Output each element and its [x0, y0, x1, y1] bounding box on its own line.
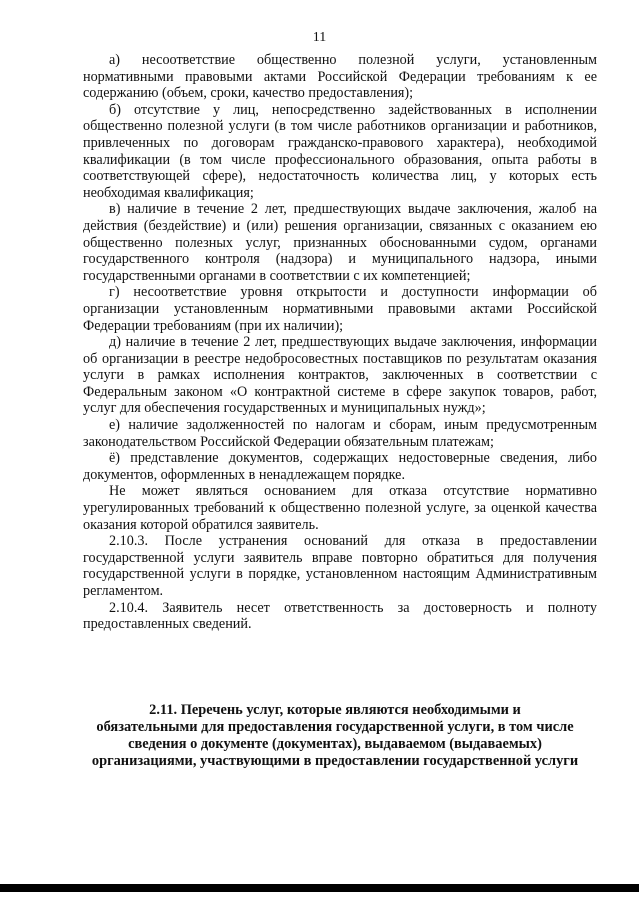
heading-line: 2.11. Перечень услуг, которые являются необходимыми и — [149, 702, 521, 718]
paragraph-g: г) несоответствие уровня открытости и доступности информации об организации установленным нормативными правовыми актами Российской Федерации требованиям (при их наличии); — [83, 284, 597, 334]
paragraph-yo: ё) представление документов, содержащих недостоверные сведения, либо документов, оформленных в ненадлежащем порядке. — [83, 450, 597, 483]
paragraph-e: е) наличие задолженностей по налогам и сборам, иным предусмотренным законодательством Российской Федерации обязательным платежам; — [83, 417, 597, 450]
heading-line: обязательными для предоставления государственной услуги, в том числе — [96, 719, 574, 735]
heading-line: сведения о документе (документах), выдаваемом (выдаваемых) — [128, 736, 542, 752]
section-heading — [60, 702, 610, 770]
scan-edge-bar — [0, 884, 639, 892]
paragraph-v: в) наличие в течение 2 лет, предшествующих выдаче заключения, жалоб на действия (бездействие) и (или) решения организации, связанных с оказанием ею общественно полезных услуг, признанных обоснованными судом, органами государственного контроля (надзора) и муниципального надзора, иными государственными органами в соответствии с их компетенцией; — [83, 201, 597, 284]
page-number: 11 — [312, 30, 327, 45]
paragraph-d: д) наличие в течение 2 лет, предшествующих выдаче заключения, информации об организации в реестре недобросовестных поставщиков по результатам оказания услуги в рамках исполнения контрактов, заключенных в соответствии с Федеральным законом «О контрактной системе в сфере закупок товаров, работ, услуг для обеспечения государственных и муниципальных нужд»; — [83, 334, 597, 417]
paragraph-b: б) отсутствие у лиц, непосредственно задействованных в исполнении общественно полезной услуги (в том числе работников организации и работников, привлеченных по договорам гражданско-правового характера), необходимой квалификации (в том числе профессионального образования, опыта работы в соответствующей сфере), недостаточность количества лиц, у которых есть необходимая квалификация; — [83, 101, 597, 201]
heading-line: организациями, участвующими в предоставлении государственной услуги — [91, 753, 579, 769]
paragraph-note: Не может являться основанием для отказа отсутствие нормативно урегулированных требований к общественно полезной услуге, за оценкой качества оказания которой обратился заявитель. — [83, 483, 597, 533]
paragraph-2-10-3: 2.10.3. После устранения оснований для отказа в предоставлении государственной услуги заявитель вправе повторно обратиться для получения государственной услуги в порядке, установленном настоящим Административным регламентом. — [83, 533, 597, 599]
body-text — [83, 52, 597, 633]
paragraph-a: а) несоответствие общественно полезной услуги, установленным нормативными правовыми актами Российской Федерации требованиям к ее содержанию (объем, сроки, качество предоставления); — [83, 52, 597, 102]
paragraph-2-10-4: 2.10.4. Заявитель несет ответственность за достоверность и полноту предоставленных сведений. — [83, 599, 597, 633]
